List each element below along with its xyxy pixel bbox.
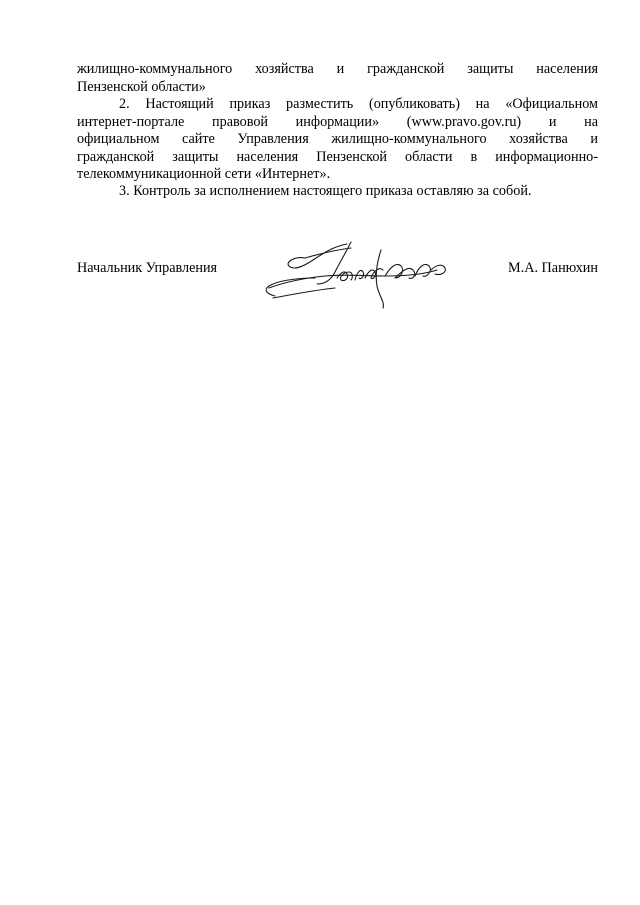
text-line: официальном сайте Управления жилищно-коммунального хозяйства и — [77, 131, 598, 147]
text-line: 3. Контроль за исполнением настоящего приказа оставляю за собой. — [119, 183, 532, 199]
text-line: Пензенской области» — [77, 78, 206, 95]
signature-block — [77, 260, 598, 320]
text-line: телекоммуникационной сети «Интернет». — [77, 166, 331, 182]
paragraph-continuation — [77, 61, 598, 96]
text-line: жилищно-коммунального хозяйства и гражданской защиты населения — [77, 61, 598, 77]
paragraph-control — [77, 183, 598, 201]
paragraph-publication — [77, 96, 598, 184]
handwritten-signature — [255, 236, 455, 316]
text-line: 2. Настоящий приказ разместить (опубликовать) на «Официальном — [119, 96, 598, 112]
signatory-title: Начальник Управления — [77, 260, 218, 276]
text-line: интернет-портале правовой информации» (www.pravo.gov.ru) и на — [77, 113, 598, 130]
signatory-name: М.А. Панюхин — [508, 260, 598, 276]
text-line: гражданской защиты населения Пензенской области в информационно- — [77, 148, 598, 165]
